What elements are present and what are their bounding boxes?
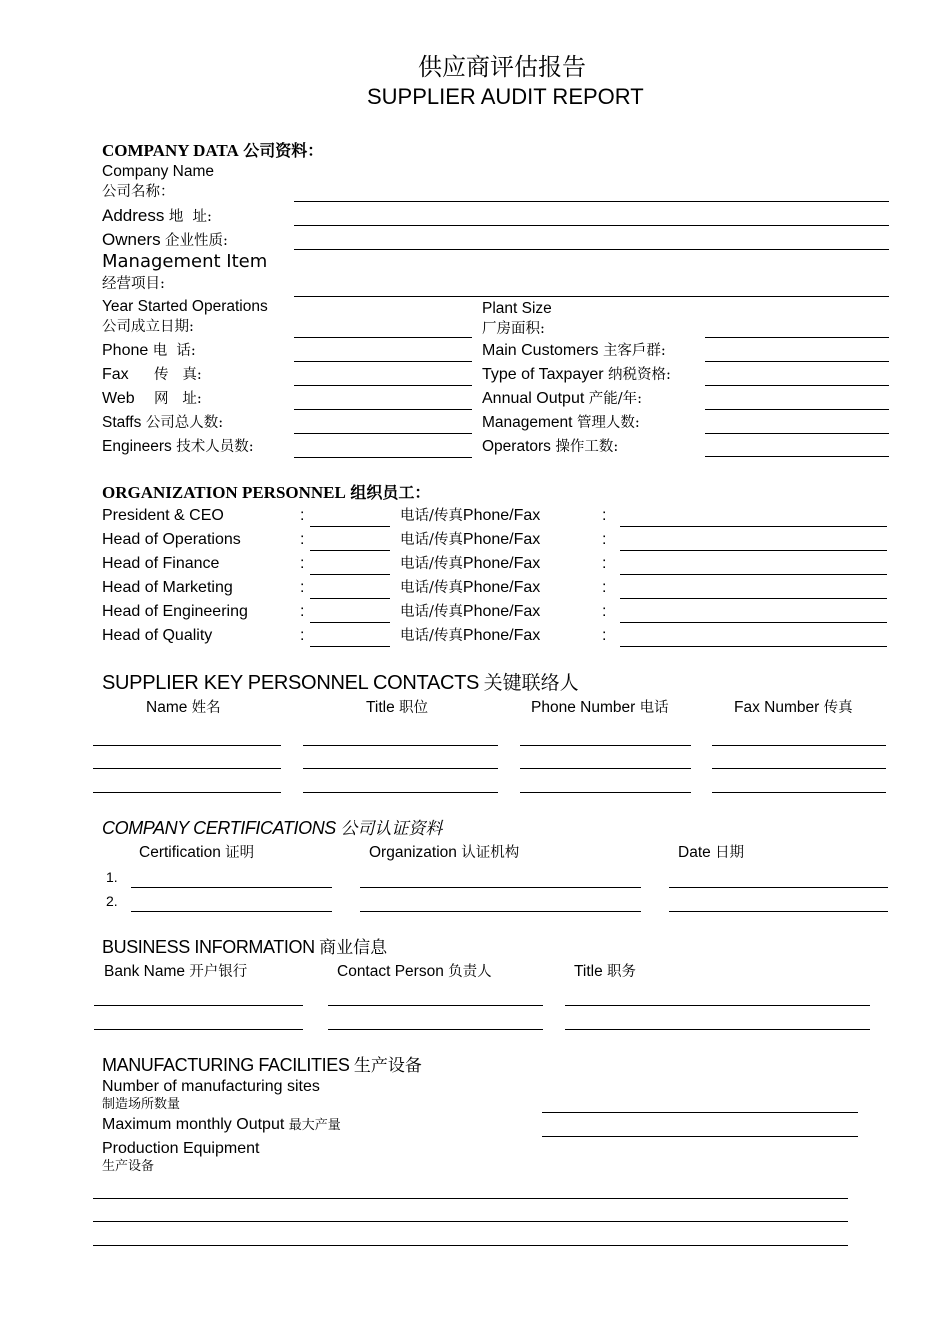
management-item-label: Management Item [102,251,268,272]
operators-label-en: Operators [482,438,551,455]
phone-label [102,342,196,360]
main-customers-field[interactable] [705,361,889,362]
title-english: SUPPLIER AUDIT REPORT [367,84,644,109]
role-colon: : [300,507,305,524]
key-title-field[interactable] [303,792,498,793]
max-output-label-en: Maximum monthly Output [102,1116,285,1133]
operators-field[interactable] [705,456,889,457]
management-item-label-cn: 经营项目: [102,276,165,292]
role-phone-label [400,555,540,573]
certifications-heading-cn: 公司认证资料 [340,819,443,839]
equipment-field[interactable] [93,1221,848,1222]
certifications-heading-en: COMPANY CERTIFICATIONS [102,818,336,838]
sites-label-cn: 制造场所数量 [102,1097,181,1112]
contact-person-field[interactable] [328,1029,543,1030]
role-colon: : [300,531,305,548]
owners-label-cn: 企业性质: [165,233,228,249]
role-label: Head of Finance [102,555,220,572]
role-phone-label-cn: 电话/传真 [400,604,463,620]
equipment-label: Production Equipment [102,1140,260,1157]
taxpayer-label-en: Type of Taxpayer [482,366,604,383]
organization-heading-en: ORGANIZATION PERSONNEL [102,483,346,502]
staffs-field[interactable] [294,433,472,434]
role-phone-label-en: Phone/Fax [462,579,541,596]
operators-label-cn: 操作工数: [555,439,619,455]
web-field[interactable] [294,409,472,410]
annual-output-field[interactable] [705,409,889,410]
role-label: Head of Engineering [102,603,248,620]
management-label-en: Management [482,414,573,431]
key-col-title-cn: 职位 [399,700,429,716]
manufacturing-heading-en: MANUFACTURING FACILITIES [102,1055,350,1075]
key-col-title [366,699,428,717]
key-phone-field[interactable] [520,792,691,793]
cert-org-field[interactable] [360,911,641,912]
annual-output-label-cn: 产能/年: [588,391,643,407]
role-phone-label-en: Phone/Fax [462,531,541,548]
role-phone-label-cn: 电话/传真 [400,508,463,524]
staffs-label-en: Staffs [102,414,142,431]
manufacturing-heading-cn: 生产设备 [353,1056,422,1076]
operators-label [482,438,618,456]
role-phone-label [400,627,540,645]
cert-col-date-en: Date [678,844,711,861]
role-label: Head of Marketing [102,579,233,596]
web-label [102,390,202,408]
role-phone-colon: : [602,507,607,524]
key-fax-field[interactable] [712,768,886,769]
business-col-contact-en: Contact Person [337,963,444,980]
taxpayer-label-cn: 纳税资格: [608,367,671,383]
role-name-field[interactable] [310,622,390,623]
role-phone-label [400,603,540,621]
company-data-heading [102,141,323,161]
key-col-fax [734,699,853,717]
management-field[interactable] [705,433,889,434]
key-col-title-en: Title [366,699,395,716]
annual-output-label-en: Annual Output [482,390,585,407]
owners-label-en: Owners [102,230,161,249]
role-phone-label-cn: 电话/传真 [400,556,463,572]
business-heading-en: BUSINESS INFORMATION [102,937,315,957]
business-col-contact-cn: 负责人 [448,964,492,980]
year-started-label-cn: 公司成立日期: [102,319,194,335]
role-phone-label-en: Phone/Fax [462,507,541,524]
web-label-en: Web [102,390,135,407]
business-col-title [574,963,636,981]
role-phone-field[interactable] [620,598,887,599]
sites-field[interactable] [542,1112,858,1113]
role-phone-label-cn: 电话/传真 [400,532,463,548]
main-customers-label-en: Main Customers [482,342,599,359]
role-phone-label-en: Phone/Fax [462,627,541,644]
year-started-label: Year Started Operations [102,298,268,315]
role-label: Head of Quality [102,627,213,644]
cert-col-org [369,844,519,862]
taxpayer-label [482,366,671,384]
business-col-bank [104,963,247,981]
owners-label [102,230,228,250]
cert-field[interactable] [131,887,332,888]
key-fax-field[interactable] [712,745,886,746]
role-label: Head of Operations [102,531,241,548]
role-phone-field[interactable] [620,646,887,647]
role-colon: : [300,603,305,620]
cert-row-number: 2. [106,893,118,909]
key-title-field[interactable] [303,745,498,746]
plant-size-label-cn: 厂房面积: [482,321,545,337]
role-phone-colon: : [602,555,607,572]
cert-col-date [678,844,744,862]
address-label-en: Address [102,206,165,225]
organization-heading [102,483,430,503]
role-phone-label-cn: 电话/传真 [400,580,463,596]
business-title-field[interactable] [565,1005,870,1006]
management-label [482,414,640,432]
plant-size-field[interactable] [705,337,889,338]
certifications-heading [102,818,442,840]
key-col-fax-en: Fax Number [734,699,820,716]
role-colon: : [300,627,305,644]
engineers-field[interactable] [294,457,472,458]
staffs-label-cn: 公司总人数: [145,415,224,431]
company-name-field[interactable] [294,201,889,202]
key-name-field[interactable] [93,745,281,746]
cert-col-org-cn: 认证机构 [461,845,520,861]
equipment-field[interactable] [93,1198,848,1199]
bank-name-field[interactable] [94,1029,303,1030]
year-started-field[interactable] [294,337,472,338]
role-phone-label-cn: 电话/传真 [400,628,463,644]
business-col-bank-en: Bank Name [104,963,185,980]
address-label-cn: 地 址: [168,209,212,225]
role-phone-label [400,579,540,597]
cert-col-cert [139,844,254,862]
key-personnel-heading [102,672,579,695]
cert-col-cert-cn: 证明 [225,845,255,861]
role-name-field[interactable] [310,526,390,527]
owners-field[interactable] [294,249,889,250]
sites-label: Number of manufacturing sites [102,1078,320,1095]
cert-date-field[interactable] [669,911,888,912]
title-chinese: 供应商评估报告 [418,53,586,81]
key-personnel-heading-cn: 关键联络人 [483,672,579,694]
key-fax-field[interactable] [712,792,886,793]
business-col-bank-cn: 开户银行 [189,964,248,980]
business-heading-cn: 商业信息 [319,938,388,958]
management-label-cn: 管理人数: [576,415,640,431]
annual-output-label [482,390,642,408]
role-phone-colon: : [602,603,607,620]
equipment-label-cn: 生产设备 [102,1159,155,1174]
cert-col-date-cn: 日期 [715,845,745,861]
organization-heading-cn: 组织员工： [350,483,431,502]
contact-person-field[interactable] [328,1005,543,1006]
cert-col-org-en: Organization [369,844,457,861]
plant-size-label: Plant Size [482,300,552,317]
phone-label-en: Phone [102,342,149,359]
key-col-phone-en: Phone Number [531,699,636,716]
business-col-contact [337,963,492,981]
fax-field[interactable] [294,385,472,386]
role-label: President & CEO [102,507,224,524]
phone-label-cn: 电 话: [152,343,196,359]
web-label-cn: 网 址: [154,391,202,407]
cert-col-cert-en: Certification [139,844,221,861]
cert-org-field[interactable] [360,887,641,888]
key-name-field[interactable] [93,768,281,769]
role-phone-colon: : [602,579,607,596]
company-data-heading-en: COMPANY DATA [102,141,239,160]
taxpayer-field[interactable] [705,385,889,386]
main-customers-label-cn: 主客戶群: [602,343,666,359]
phone-field[interactable] [294,361,472,362]
fax-label [102,366,202,384]
max-output-label-cn: 最大产量 [288,1118,341,1133]
role-colon: : [300,579,305,596]
key-title-field[interactable] [303,768,498,769]
key-col-phone-cn: 电话 [639,700,669,716]
company-name-label-cn: 公司名称： [102,184,175,200]
role-name-field[interactable] [310,598,390,599]
max-output-field[interactable] [542,1136,858,1137]
role-phone-field[interactable] [620,574,887,575]
staffs-label [102,414,223,432]
key-col-name-en: Name [146,699,188,716]
business-heading [102,937,387,959]
management-item-field[interactable] [294,296,889,297]
role-name-field[interactable] [310,646,390,647]
role-phone-colon: : [602,627,607,644]
role-phone-label-en: Phone/Fax [462,555,541,572]
role-phone-field[interactable] [620,622,887,623]
max-output-label [102,1116,341,1134]
engineers-label [102,438,254,456]
cert-row-number: 1. [106,869,118,885]
key-col-name [146,699,221,717]
address-field[interactable] [294,225,889,226]
role-name-field[interactable] [310,550,390,551]
role-phone-field[interactable] [620,550,887,551]
main-customers-label [482,342,666,360]
cert-field[interactable] [131,911,332,912]
key-name-field[interactable] [93,792,281,793]
role-phone-field[interactable] [620,526,887,527]
company-name-label: Company Name [102,163,214,180]
role-phone-label-en: Phone/Fax [462,603,541,620]
business-title-field[interactable] [565,1029,870,1030]
bank-name-field[interactable] [94,1005,303,1006]
key-phone-field[interactable] [520,768,691,769]
role-phone-colon: : [602,531,607,548]
business-col-title-en: Title [574,963,603,980]
engineers-label-en: Engineers [102,438,172,455]
role-phone-label [400,507,540,525]
address-label [102,206,212,226]
key-col-phone [531,699,669,717]
role-colon: : [300,555,305,572]
key-col-name-cn: 姓名 [191,700,221,716]
key-phone-field[interactable] [520,745,691,746]
manufacturing-heading [102,1055,422,1077]
role-phone-label [400,531,540,549]
company-data-heading-cn: 公司资料： [243,141,324,160]
engineers-label-cn: 技术人员数: [176,439,254,455]
role-name-field[interactable] [310,574,390,575]
fax-label-cn: 传 真: [154,367,202,383]
business-col-title-cn: 职务 [607,964,637,980]
fax-label-en: Fax [102,366,129,383]
cert-date-field[interactable] [669,887,888,888]
key-col-fax-cn: 传真 [823,700,853,716]
key-personnel-heading-en: SUPPLIER KEY PERSONNEL CONTACTS [102,672,480,694]
equipment-field[interactable] [93,1245,848,1246]
